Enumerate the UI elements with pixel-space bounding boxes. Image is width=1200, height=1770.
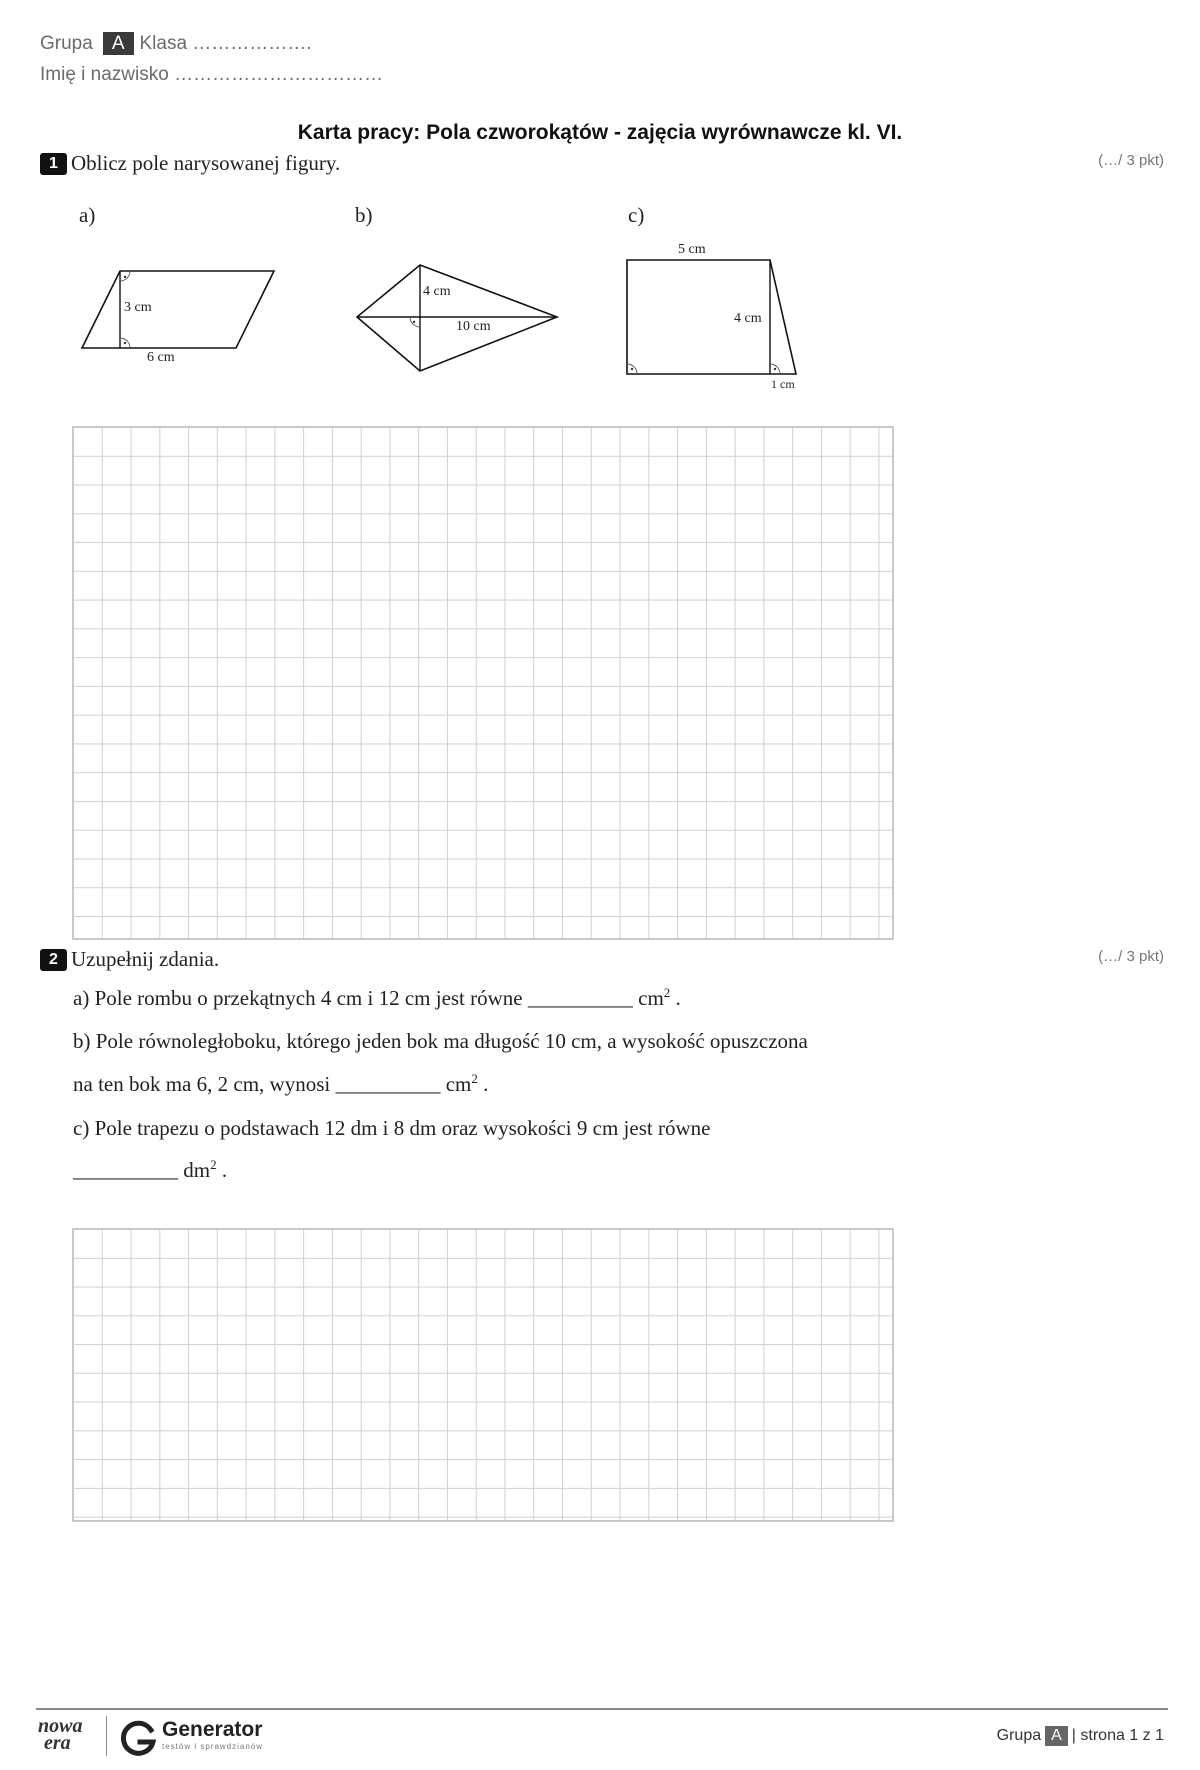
task1-points: (…/ 3 pkt): [1098, 152, 1164, 169]
task2-question-a-text: a) Pole rombu o przekątnych 4 cm i 12 cm jest równe: [73, 986, 523, 1010]
figure-a-height-label: 3 cm: [124, 300, 152, 315]
figure-a-label: a): [79, 203, 96, 227]
task1-text: Oblicz pole narysowanej figury.: [71, 151, 341, 175]
footer-page-text: | strona 1 z 1: [1071, 1727, 1164, 1744]
figure-c-label: c): [628, 203, 645, 227]
figure-b-short-diagonal-label: 4 cm: [423, 284, 451, 299]
footer-page-info: [997, 1726, 1164, 1746]
unit-a-exponent: 2: [663, 985, 671, 1000]
answer-grid-2[interactable]: [72, 1228, 894, 1522]
name-line: Imię i nazwisko ……………………………: [40, 64, 384, 85]
nowa-era-logo: [38, 1715, 83, 1754]
logo-separator: [106, 1716, 107, 1756]
footer-group-badge: A: [1045, 1726, 1068, 1746]
unit-b-exponent: 2: [471, 1071, 478, 1086]
period-a: .: [675, 986, 681, 1010]
logo-nowa-text: nowa: [38, 1715, 83, 1737]
task2-question-c-line2: [73, 1157, 227, 1183]
figure-b-label: b): [355, 203, 373, 227]
task1-heading: [40, 151, 340, 176]
period-b: .: [483, 1072, 489, 1096]
page-title: Karta pracy: Pola czworokątów - zajęcia wyrównawcze kl. VI.: [297, 121, 903, 144]
generator-logo: [162, 1718, 263, 1751]
unit-c: dm: [183, 1158, 211, 1182]
answer-grid-1[interactable]: [72, 426, 894, 940]
figure-b-long-diagonal-label: 10 cm: [456, 319, 491, 334]
task2-text: Uzupełnij zdania.: [71, 947, 220, 971]
figure-c-top-label: 5 cm: [678, 242, 706, 257]
figure-c-side-label: 4 cm: [734, 311, 762, 326]
task1-number: 1: [40, 153, 67, 175]
task2-question-b-text: na ten bok ma 6, 2 cm, wynosi: [73, 1072, 331, 1096]
group-badge: A: [103, 32, 134, 55]
task2-number: 2: [40, 949, 67, 971]
footer-group-label: Grupa: [996, 1727, 1042, 1744]
unit-a: cm: [638, 986, 664, 1010]
figure-c-trapezoid: [620, 238, 820, 393]
figure-a-parallelogram: [70, 255, 290, 375]
task2-question-c-line1: c) Pole trapezu o podstawach 12 dm i 8 dm oraz wysokości 9 cm jest równe: [73, 1116, 711, 1140]
period-c: .: [221, 1158, 228, 1182]
task2-points: (…/ 3 pkt): [1098, 948, 1164, 965]
group-line: [40, 32, 312, 55]
footer-divider: [36, 1708, 1168, 1710]
unit-c-exponent: 2: [210, 1157, 217, 1172]
group-label: Grupa: [40, 33, 93, 54]
task2-question-b-line1: b) Pole równoległoboku, którego jeden bok ma długość 10 cm, a wysokość opuszczona: [73, 1029, 808, 1053]
generator-title: Generator: [162, 1718, 263, 1741]
task2-heading: [40, 947, 219, 972]
class-label: Klasa ……………….: [139, 33, 312, 54]
generator-subtitle: testów i sprawdzianów: [162, 1742, 264, 1751]
figure-c-bottom-label: 1 cm: [771, 377, 795, 391]
answer-blank-b[interactable]: __________: [335, 1072, 441, 1096]
generator-g-icon: [120, 1720, 158, 1758]
unit-b: cm: [445, 1072, 472, 1096]
answer-blank-c[interactable]: __________: [73, 1158, 178, 1182]
logo-era-text: era: [44, 1732, 71, 1754]
figure-b-kite: [352, 255, 572, 380]
answer-blank-a[interactable]: __________: [527, 986, 633, 1010]
figure-a-base-label: 6 cm: [147, 350, 175, 365]
task2-question-b-line2: [73, 1071, 488, 1097]
task2-question-a: [73, 985, 681, 1011]
